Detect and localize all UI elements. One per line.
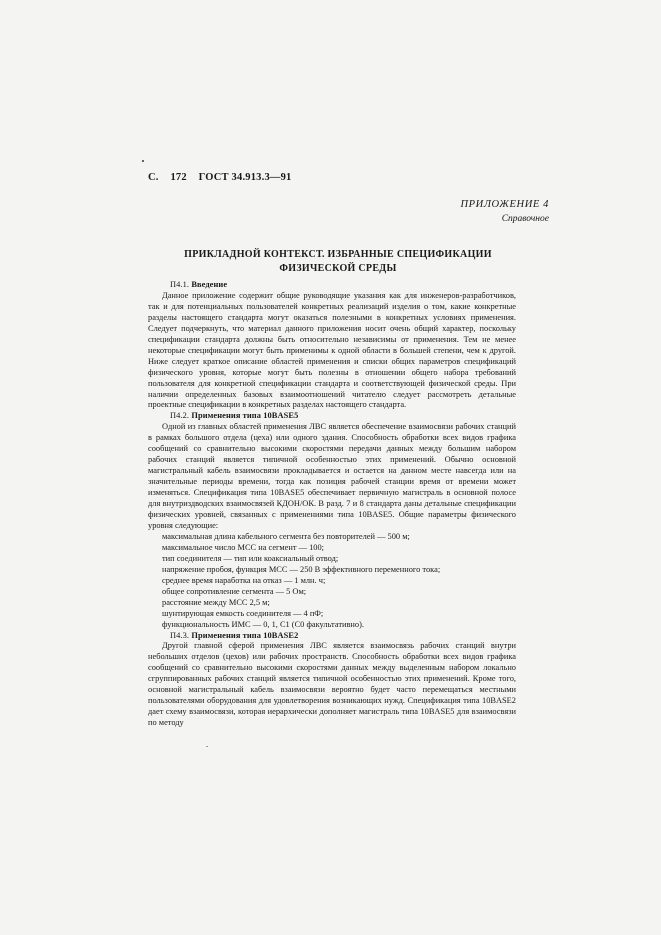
appendix-title: ПРИЛОЖЕНИЕ 4: [460, 199, 549, 210]
title-line-2: ФИЗИЧЕСКОЙ СРЕДЫ: [279, 263, 397, 274]
page-title: [148, 248, 528, 276]
list-item: максимальное число МСС на сегмент — 100;: [162, 542, 324, 552]
list-item: общее сопротивление сегмента — 5 Ом;: [162, 586, 307, 596]
list-item: расстояние между МСС 2,5 м;: [162, 597, 270, 607]
paragraph: Данное приложение содержит общие руководящие указания как для инженеров-разработчиков, так и для потенциальных пользователей конкретных реализаций изделия о том, какие конкретные разделы настоящего стандарта могут оказаться полезными в конкретных условиях применения. Следует подчеркнуть, что материал данного приложения носит очень общий характер, поскольку спецификации стандарта должны быть относительно независимы от применения. Тем не менее некоторые спецификации могут быть применимы к одной области в большей степени, чем к другой. Ниже следует краткое описание областей применения и списки общих параметров спецификаций физического уровня, которые могут быть полезны в отношении общего набора требований пользователя для конкретной спецификации стандарта и соответствующей физической среды. При наличии определенных базовых взаимоотношений читателю следует рассмотреть детальные проектные спецификации в конкретных разделах настоящего стандарта.: [148, 290, 516, 410]
section-title: Введение: [191, 280, 228, 289]
section-title: Применения типа 10BASE5: [191, 411, 299, 421]
page-number: 172: [170, 172, 187, 183]
list-item: максимальная длина кабельного сегмента без повторителей — 500 м;: [162, 531, 410, 541]
list-item: тип соединителя — тип или коаксиальный отвод;: [162, 553, 339, 563]
section-heading: [148, 631, 516, 642]
list-item: напряжение пробоя, функция МСС — 250 В эффективного переменного тока;: [162, 564, 441, 574]
appendix-type: Справочное: [501, 214, 549, 224]
list-item: шунтирующая емкость соединителя — 4 пФ;: [162, 608, 324, 618]
paragraph: Другой главной сферой применения ЛВС является взаимосвязь рабочих станций внутри небольших отделов (цехов) или рабочих пространств. Способность обработки всех видов графика сообщений со сравнительно высокими скоростями данных между выделенным набором локально сгруппированных рабочих станций является типичной особенностью этих применений. Кроме того, основной магистральный кабель взаимосвязи вероятно будет часто перемещаться местными пользователями оборудования для удовлетворения возникающих нужд. Спецификация типа 10BASE2 дает схему взаимосвязи, которая иерархически дополняет магистраль типа 10BASE5 для взаимосвязи по методу: [148, 641, 516, 728]
paragraph: Одной из главных областей применения ЛВС является обеспечение взаимосвязи рабочих станций в рамках большого отдела (цеха) или одного здания. Способность обработки всех видов графика сообщений со сравнительно высокими скоростями передачи данных между большим набором рабочих станций является типичной особенностью этих применений. Обычно основной магистральный кабель взаимосвязи прокладывается и остается на данном месте навсегда или на значительные периоды времени, тогда как позиция рабочей станции время от времени может изменяться. Спецификация типа 10BASE5 обеспечивает первичную магистраль в основной полосе для внутриздводских взаимосвязей КДОН/ОК. В разд. 7 и 8 стандарта даны детальные спецификации физических уровней, связанных с применениями типа 10BASE5. Общие параметры физического уровня следующие:: [148, 422, 516, 530]
section-title: Применения типа 10BASE2: [191, 630, 299, 640]
running-header: [148, 172, 301, 183]
title-line-1: ПРИКЛАДНОЙ КОНТЕКСТ. ИЗБРАННЫЕ СПЕЦИФИКАЦИИ: [184, 249, 492, 260]
list-item: функциональность ИМС — 0, 1, С1 (С0 факультативно).: [162, 619, 364, 629]
page-prefix: С.: [148, 172, 159, 183]
scan-speck: [142, 160, 144, 162]
list-item: среднее время наработка на отказ — 1 млн. ч;: [162, 575, 326, 585]
scan-speck: [206, 746, 208, 747]
section-number: П4.2.: [170, 411, 190, 421]
standard-code: ГОСТ 34.913.3—91: [198, 172, 292, 183]
appendix-label: [460, 197, 549, 227]
section-heading: [148, 280, 516, 291]
section-heading: [148, 411, 516, 422]
document-body: [148, 280, 516, 729]
section-number: П4.1.: [170, 280, 190, 289]
section-number: П4.3.: [170, 630, 190, 640]
